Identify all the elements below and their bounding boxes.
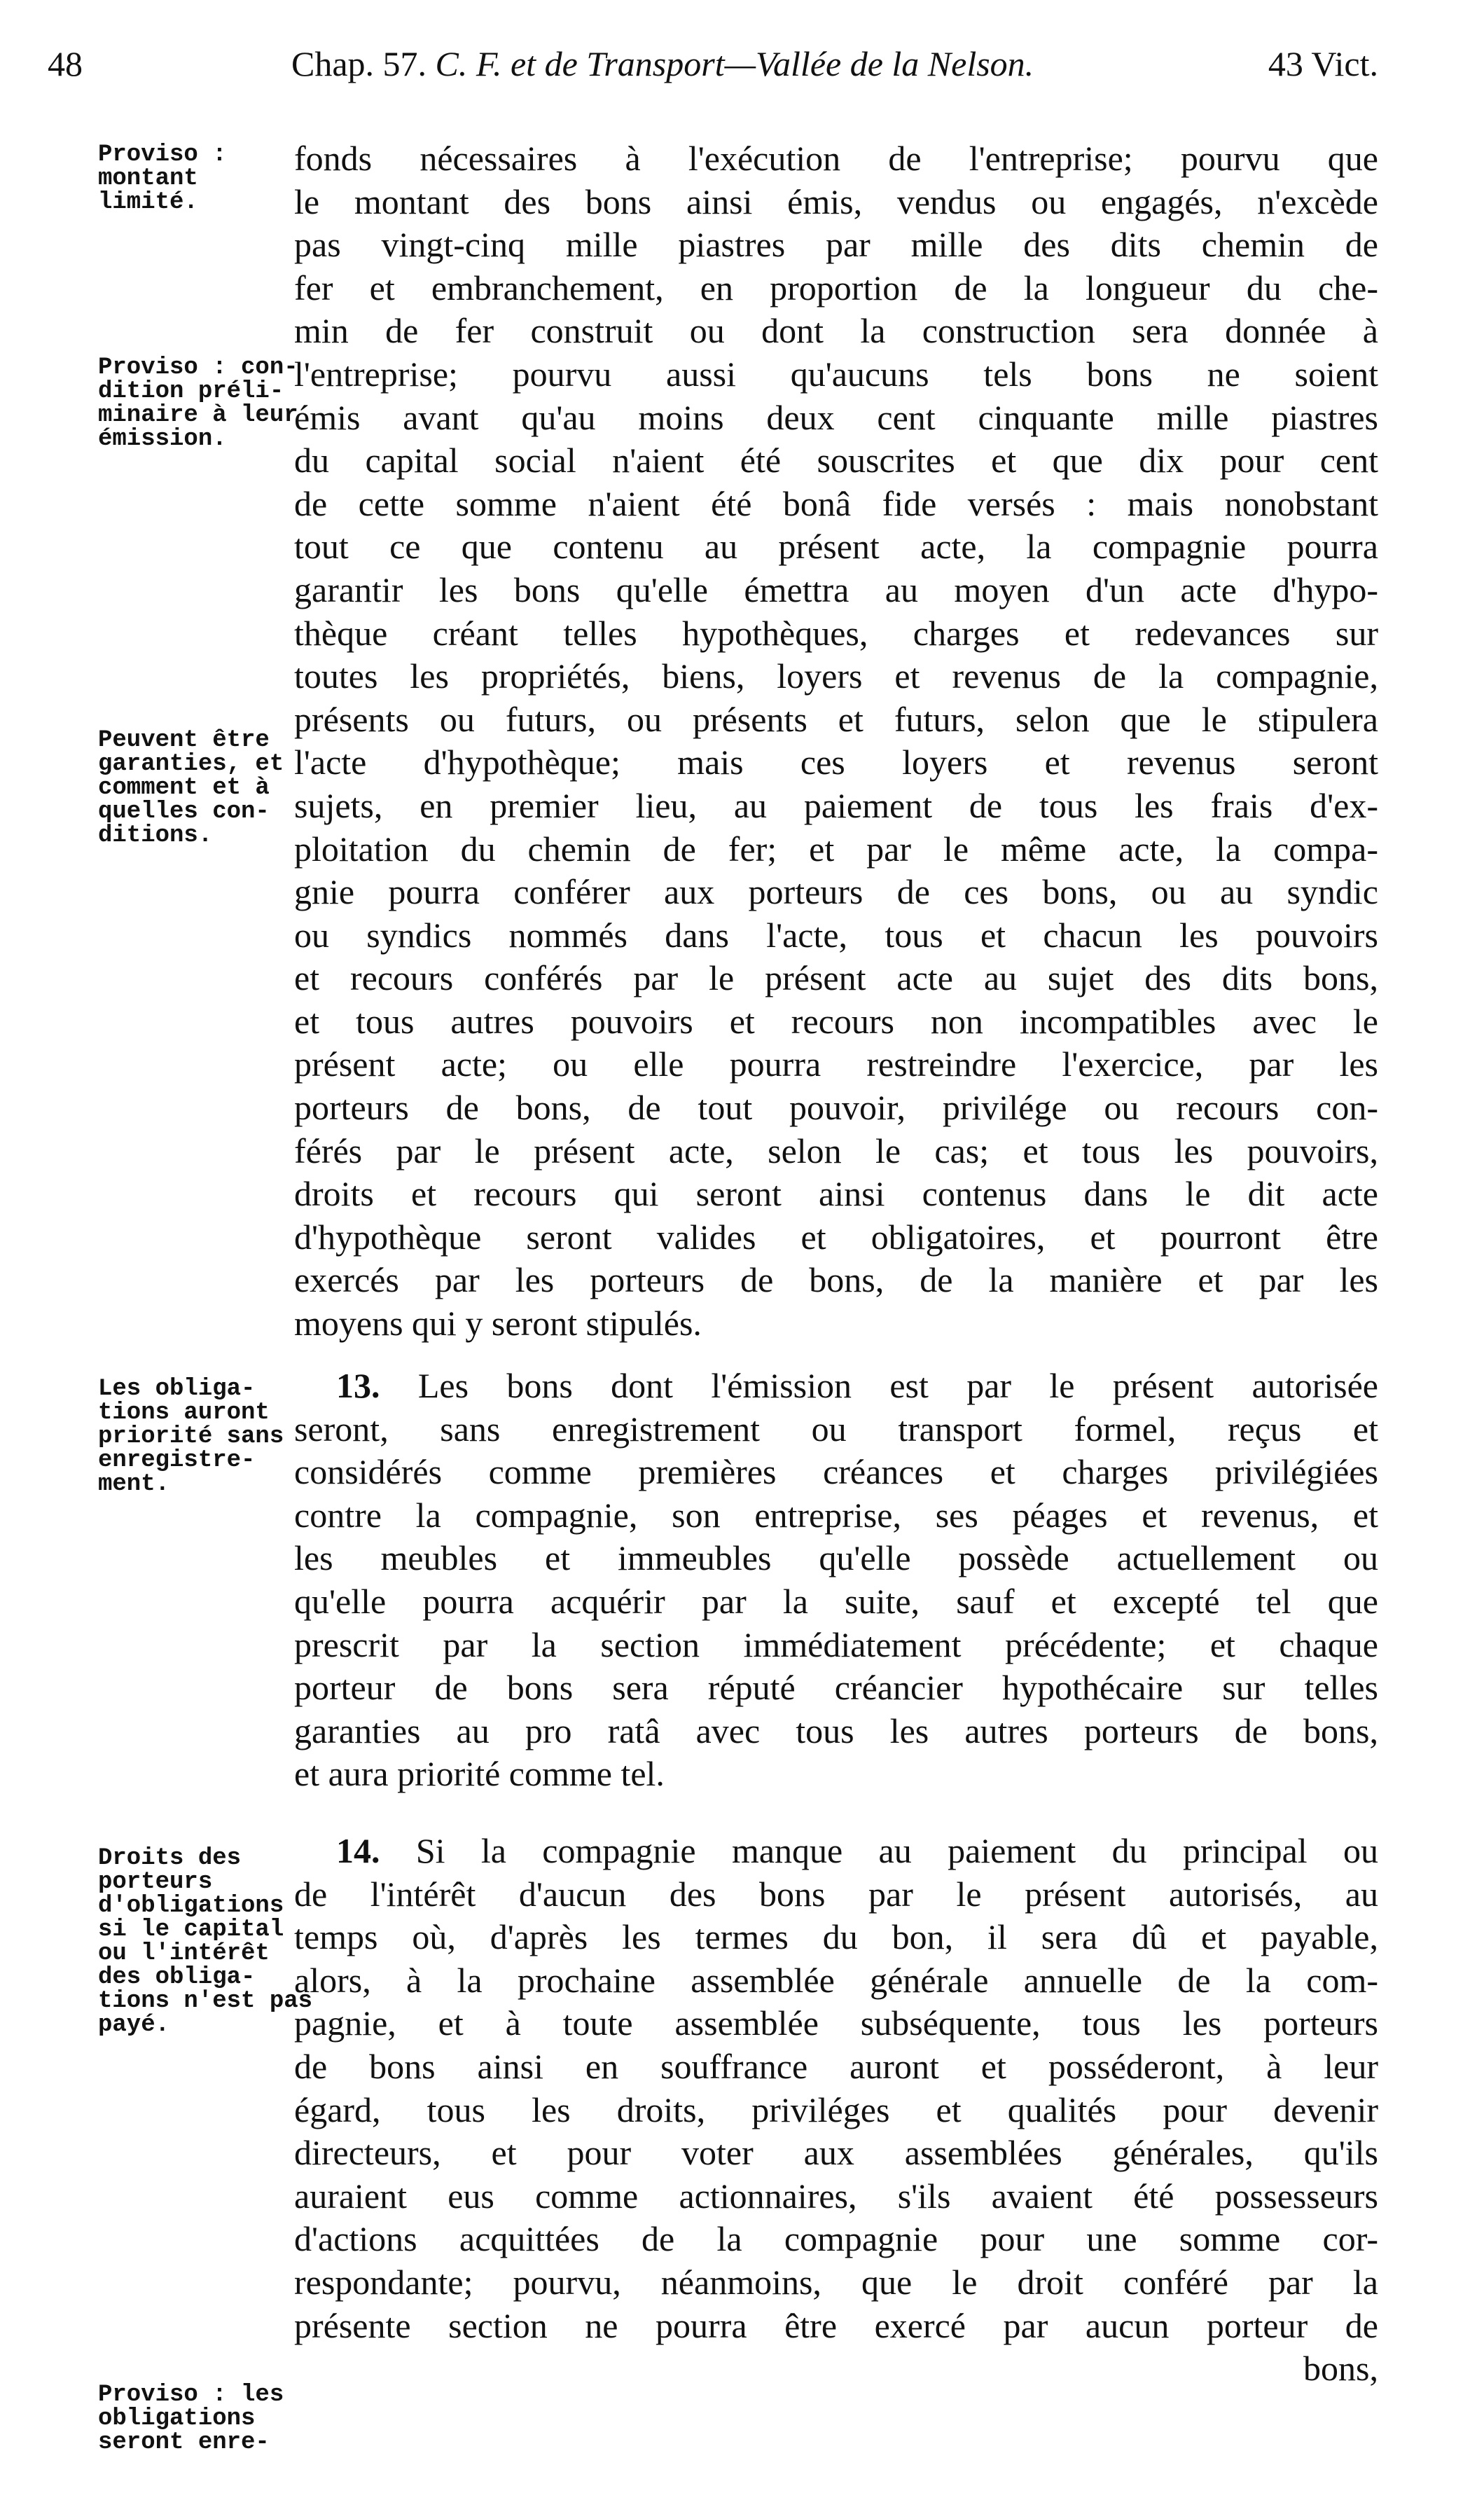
section-13-text: 13. Les bons dont l'émission est par le présent autorisée seront, sans enregistrement ou transport formel, reçus et considérés comme premières créances et charges privilégiées contre la compagnie, son entreprise, ses péages et revenus, et les meubles et immeubles qu'elle possède actuellement ou qu'elle pourra acquérir par la suite, sauf et excepté tel que prescrit par la section immédiatement précédente; et chaque porteur de bons sera réputé créancier hypothécaire sur telles garanties au pro ratâ avec tous les autres porteurs de bons, et aura priorité comme tel. [294, 1366, 1378, 1794]
margin-note-proviso-registration: Proviso : les obligations seront enre- [98, 2382, 284, 2456]
section-14-number: 14. [336, 1831, 380, 1870]
running-header [48, 43, 1378, 99]
section-14-text: 14. Si la compagnie manque au paiement du principal ou de l'intérêt d'aucun des bons par le présent autorisés, au temps où, d'après les termes du bon, il sera dû et payable, alors, à la prochaine assemblée générale annuelle de la com- pagnie, et à toute assemblée subséquente, tous les porteurs de bons ainsi en souffrance auront et posséderont, à leur égard, tous les droits, priviléges et qualités pour devenir directeurs, et pour voter aux assemblées générales, qu'ils auraient eus comme actionnaires, s'ils avaient été possesseurs d'actions acquittées de la compagnie pour une somme cor- respondante; pourvu, néanmoins, que le droit conféré par la présente section ne pourra être exercé par aucun porteur de bons, [294, 1830, 1378, 2391]
margin-note-proviso-condition: Proviso : con- dition préli- minaire à leur émission. [98, 354, 298, 453]
act-title: C. F. et de Transport—Vallée de la Nelson. [435, 44, 1034, 83]
page-number: 48 [48, 44, 83, 83]
section-12-text: fonds nécessaires à l'exécution de l'entreprise; pourvu que le montant des bons ainsi émis, vendus ou engagés, n'excède pas vingt-cinq mille piastres par mille des dits chemin de fer et embranchement, en proportion de la longueur du che- min de fer construit ou dont la construction sera donnée à l'entreprise; pourvu aussi qu'aucuns tels bons ne soient émis avant qu'au moins deux cent cinquante mille piastres du capital social n'aient été souscrites et que dix pour cent de cette somme n'aient été bonâ fide versés : mais nonobstant tout ce que contenu au présent acte, la compagnie pourra garantir les bons qu'elle émettra au moyen d'un acte d'hypo- thèque créant telles hypothèques, charges et redevances sur toutes les propriétés, biens, loyers et revenus de la compagnie, présents ou futurs, ou présents et futurs, selon que le stipulera l'acte d'hypothèque; mais ces loyers et revenus seront sujets, en premier lieu, au paiement de tous les frais d'ex- ploitation du chemin de fer; et par le même acte, la compa- gnie pourra conférer aux porteurs de ces bons, ou au syndic ou syndics nommés dans l'acte, tous et chacun les pouvoirs et recours conférés par le présent acte au sujet des dits bons, et tous autres pouvoirs et recours non incompatibles avec le présent acte; ou elle pourra restreindre l'exercice, par les porteurs de bons, de tout pouvoir, privilége ou recours con- férés par le présent acte, selon le cas; et tous les pouvoirs, droits et recours qui seront ainsi contenus dans le dit acte d'hypothèque seront valides et obligatoires, et pourront être exercés par les porteurs de bons, de la manière et par les moyens qui y seront stipulés. [294, 139, 1378, 1344]
header-title [291, 43, 1034, 84]
margin-note-holder-rights: Droits des porteurs d'obligations si le capital ou l'intérêt des obliga- tions n'est pas payé. [98, 1845, 313, 2038]
section-13-number: 13. [336, 1366, 380, 1405]
chapter-label: Chap. 57. [291, 44, 427, 83]
margin-note-priority: Les obliga- tions auront priorité sans enregistre- ment. [98, 1376, 284, 1498]
margin-note-proviso-limit: Proviso : montant limité. [98, 141, 227, 216]
regnal-year: 43 Vict. [1268, 44, 1378, 83]
catchword: bons, [1303, 2349, 1378, 2389]
margin-note-guarantees: Peuvent être garanties, et comment et à quelles con- ditions. [98, 727, 284, 849]
